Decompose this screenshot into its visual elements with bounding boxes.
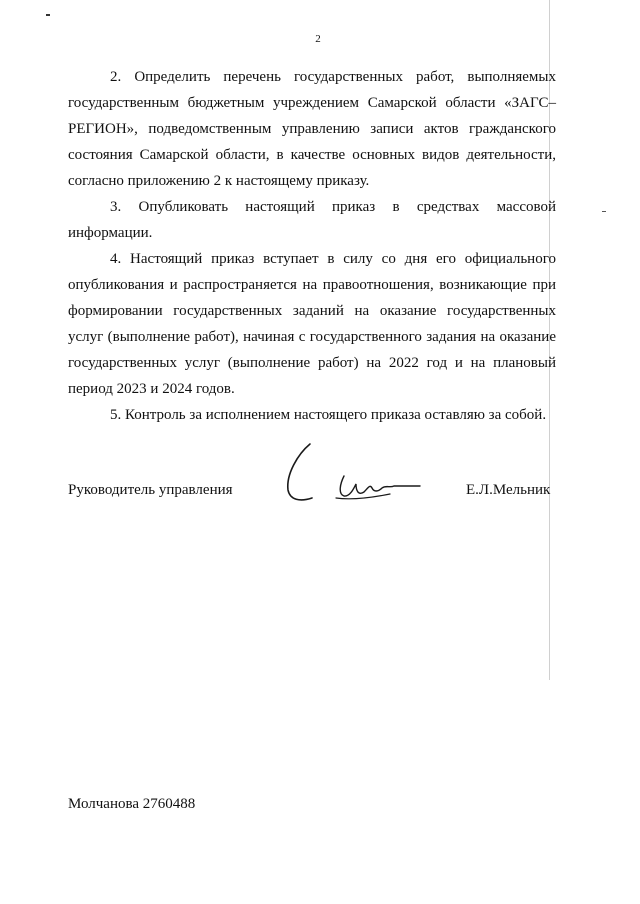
executor-contact: Молчанова 2760488 xyxy=(68,796,196,812)
paragraph-5: 5. Контроль за исполнением настоящего приказа оставляю за собой. xyxy=(110,407,547,423)
signer-name: Е.Л.Мельник xyxy=(466,482,551,498)
document-body xyxy=(68,64,556,428)
handwritten-signature xyxy=(280,440,430,520)
scan-mark xyxy=(602,211,606,212)
paragraph-4: 4. Настоящий приказ вступает в силу со дня его официального опубликования и распространяется на правоотношения, возникающие при формировании государственных заданий на оказание государственных услуг (выполнение работ), начиная с государственного задания на оказание государственных услуг (выполнение работ) на 2022 год и на плановый период 2023 и 2024 годов. xyxy=(68,251,556,397)
page-number: 2 xyxy=(315,33,321,45)
signer-position: Руководитель управления xyxy=(68,482,233,498)
scan-mark xyxy=(46,14,50,16)
paragraph-3: 3. Опубликовать настоящий приказ в средствах массовой информации. xyxy=(68,199,556,241)
paragraph-2: 2. Определить перечень государственных работ, выполняемых государственным бюджетным учреждением Самарской области «ЗАГС–РЕГИОН», подведомственным управлению записи актов гражданского состояния Самарской области, в качестве основных видов деятельности, согласно приложению 2 к настоящему приказу. xyxy=(68,69,556,189)
